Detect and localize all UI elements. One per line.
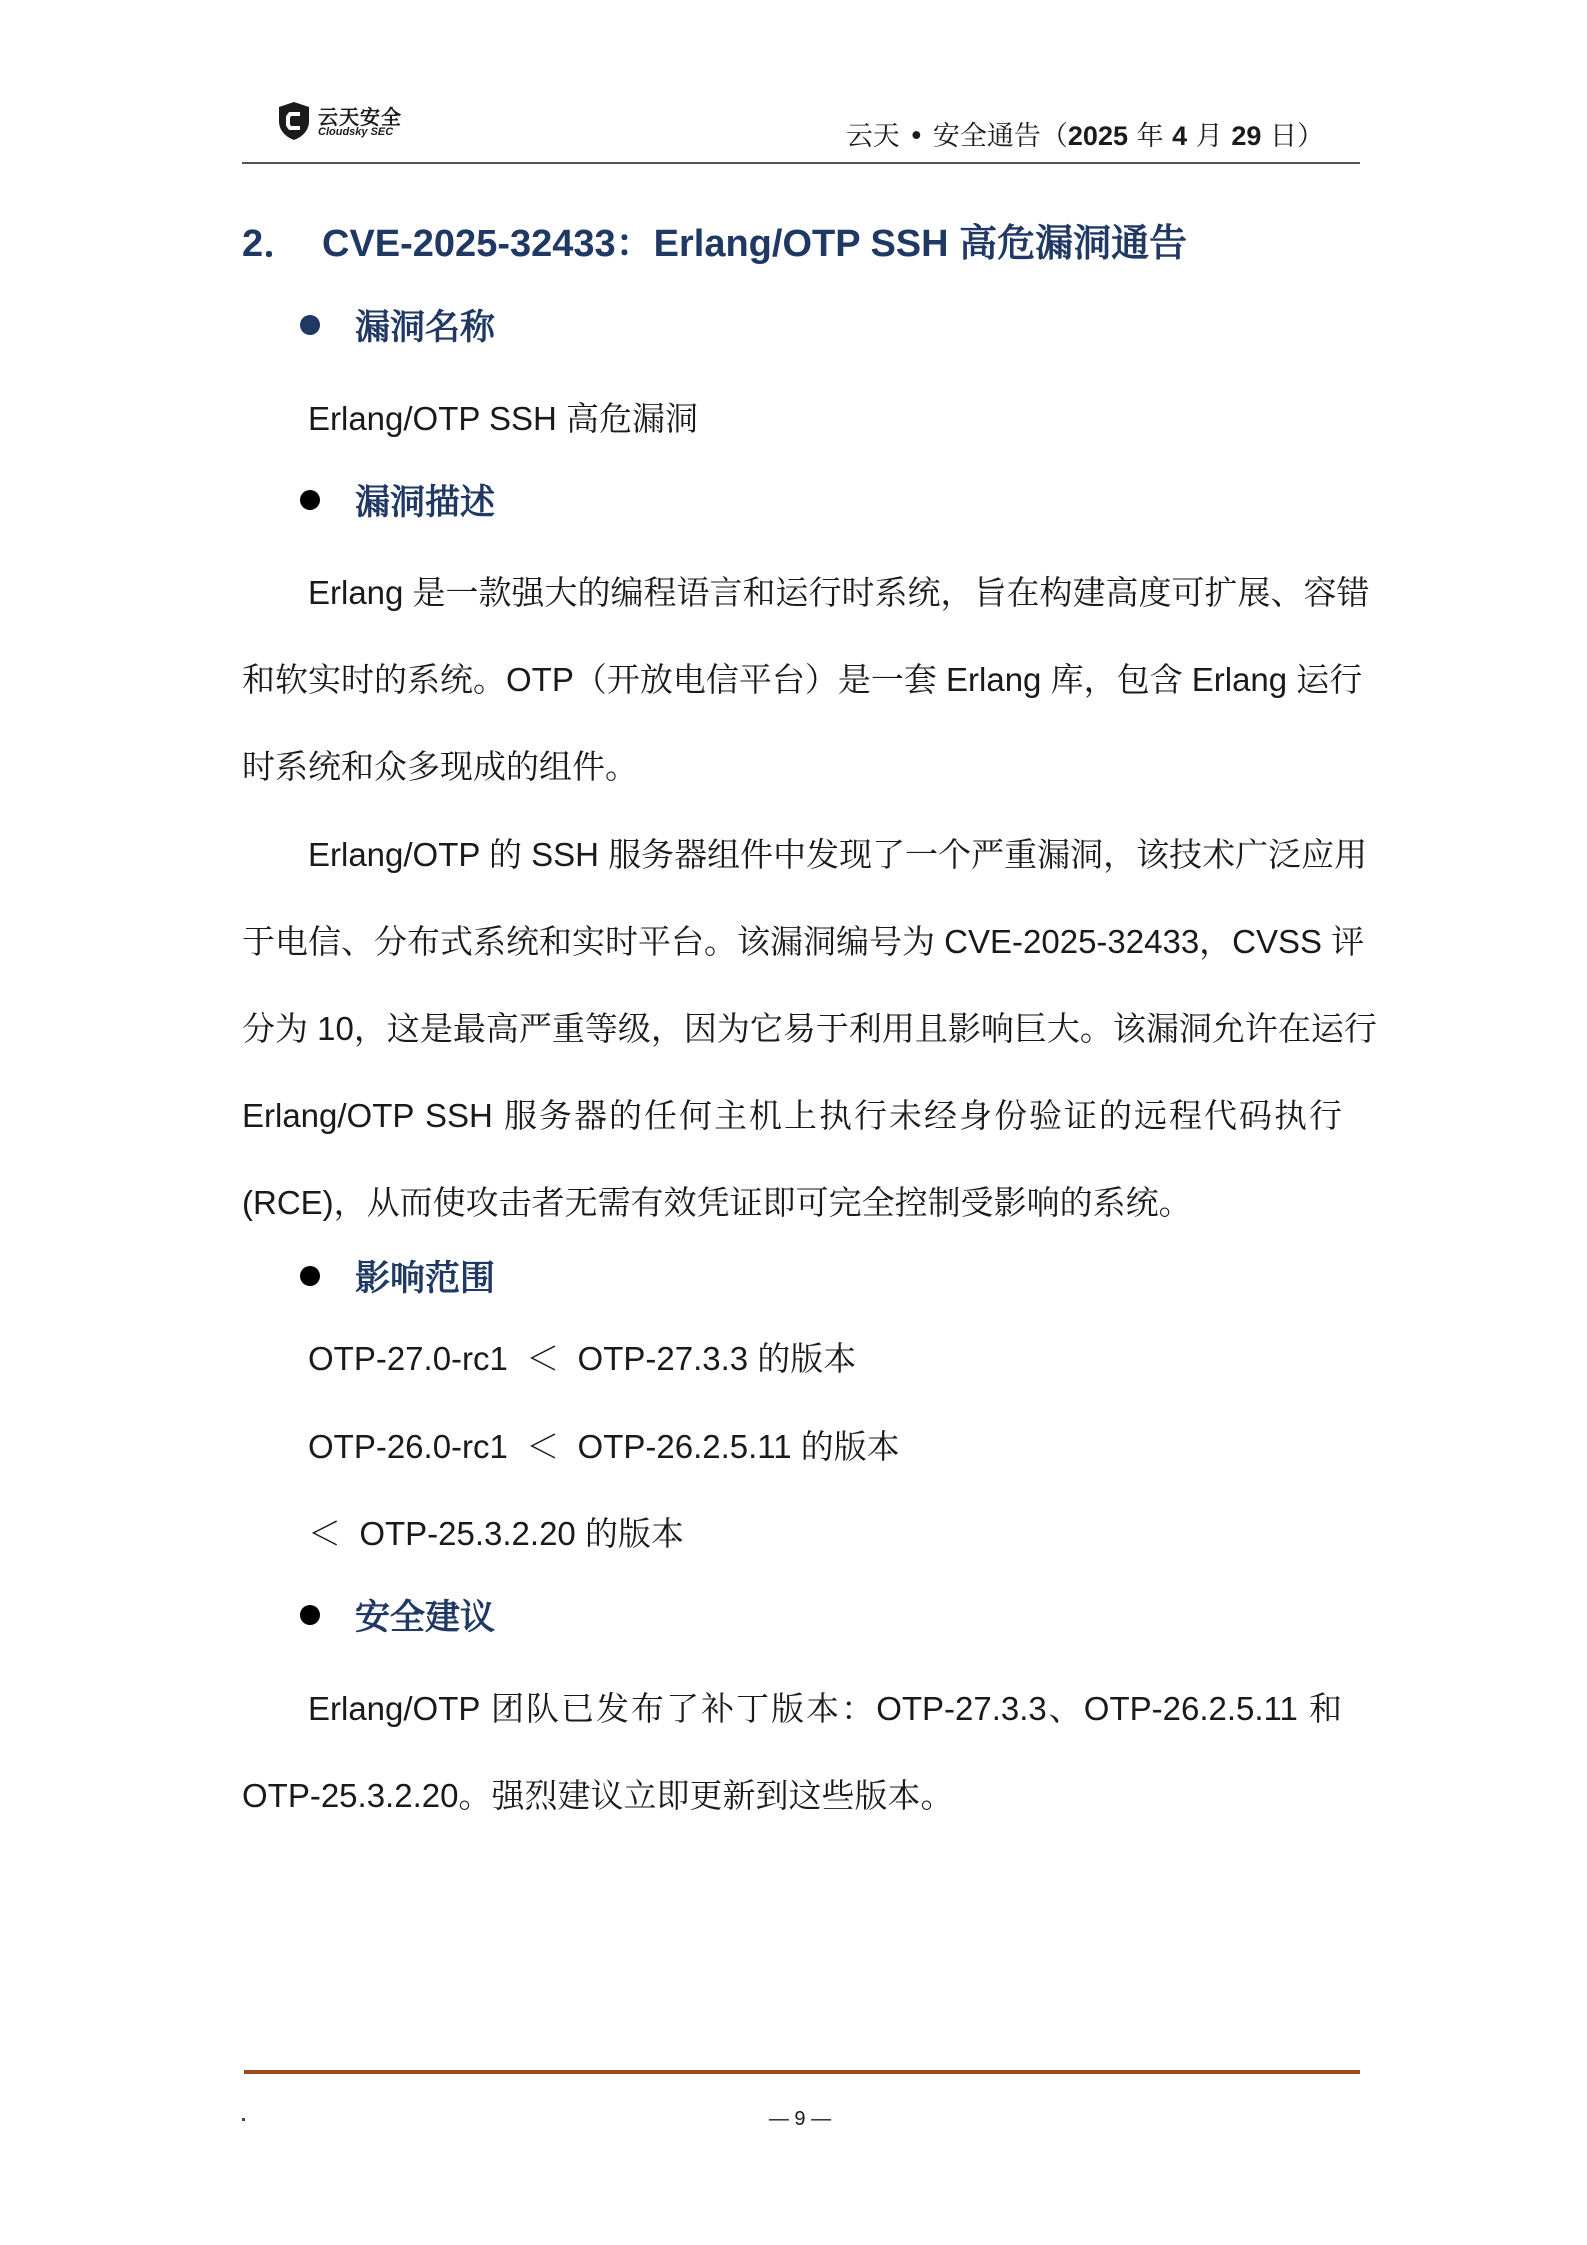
vuln-name-text: Erlang/OTP SSH 高危漏洞: [308, 400, 698, 437]
impact-item: OTP-27.0-rc1 ＜ OTP-27.3.3 的版本: [308, 1340, 857, 1377]
impact-heading-text: 影响范围: [355, 1259, 496, 1298]
desc-p1-line: 时系统和众多现成的组件。: [242, 748, 638, 785]
advice-line: OTP-25.3.2.20。强烈建议立即更新到这些版本。: [242, 1777, 954, 1814]
desc-p2-line: 于电信、分布式系统和实时平台。该漏洞编号为 CVE-2025-32433，CVSS 评: [242, 923, 1365, 960]
header-title-prefix: 云天 • 安全通告（: [845, 121, 1068, 152]
desc-p2-line: Erlang/OTP SSH 服务器的任何主机上执行未经身份验证的远程代码执行: [242, 1097, 1342, 1134]
header-year-unit: 年: [1127, 121, 1173, 152]
desc-p2-line: (RCE)，从而使攻击者无需有效凭证即可完全控制受影响的系统。: [242, 1184, 1192, 1221]
company-logo: [277, 99, 417, 145]
section-title: CVE-2025-32433：Erlang/OTP SSH 高危漏洞通告: [322, 223, 1188, 265]
vuln-desc-heading-text: 漏洞描述: [355, 483, 496, 522]
desc-p2-line: Erlang/OTP 的 SSH 服务器组件中发现了一个严重漏洞，该技术广泛应用: [308, 836, 1368, 873]
header-day: 29: [1231, 121, 1262, 151]
advice-heading-text: 安全建议: [355, 1598, 496, 1637]
header-month-unit: 月: [1187, 121, 1232, 152]
vuln-name-heading: [300, 300, 495, 350]
page-header: [242, 92, 1360, 164]
desc-p2-line: 分为 10，这是最高严重等级，因为它易于利用且影响巨大。该漏洞允许在运行: [242, 1010, 1377, 1047]
bullet-icon: [300, 315, 320, 335]
impact-item: ＜ OTP-25.3.2.20 的版本: [308, 1515, 684, 1552]
header-year: 2025: [1067, 121, 1128, 151]
section-number: 2．: [242, 223, 302, 265]
desc-p1-line: 和软实时的系统。OTP（开放电信平台）是一套 Erlang 库，包含 Erlang 运行: [242, 661, 1363, 698]
impact-item: OTP-26.0-rc1 ＜ OTP-26.2.5.11 的版本: [308, 1428, 900, 1465]
vuln-name-heading-text: 漏洞名称: [355, 308, 496, 347]
header-month: 4: [1172, 121, 1188, 151]
vuln-desc-heading: [300, 475, 495, 525]
desc-p1-line: Erlang 是一款强大的编程语言和运行时系统，旨在构建高度可扩展、容错: [308, 574, 1370, 611]
logo-english-text: Cloudsky SEC: [318, 126, 394, 138]
shield-logo-icon: [277, 101, 311, 141]
footer-rule: [244, 2070, 1360, 2074]
advice-line: Erlang/OTP 团队已发布了补丁版本：OTP-27.3.3、OTP-26.2.5.11 和: [308, 1690, 1342, 1727]
advice-heading: [300, 1590, 495, 1640]
bullet-icon: [300, 490, 320, 510]
header-day-unit: 日）: [1261, 121, 1324, 152]
bullet-icon: [300, 1605, 320, 1625]
bullet-icon: [300, 1266, 320, 1286]
section-heading: [242, 212, 1187, 267]
page-number: — 9 —: [768, 2108, 832, 2130]
impact-heading: [300, 1251, 495, 1301]
header-title: [846, 114, 1324, 153]
logo-chinese-text: 云天安全: [318, 107, 402, 129]
